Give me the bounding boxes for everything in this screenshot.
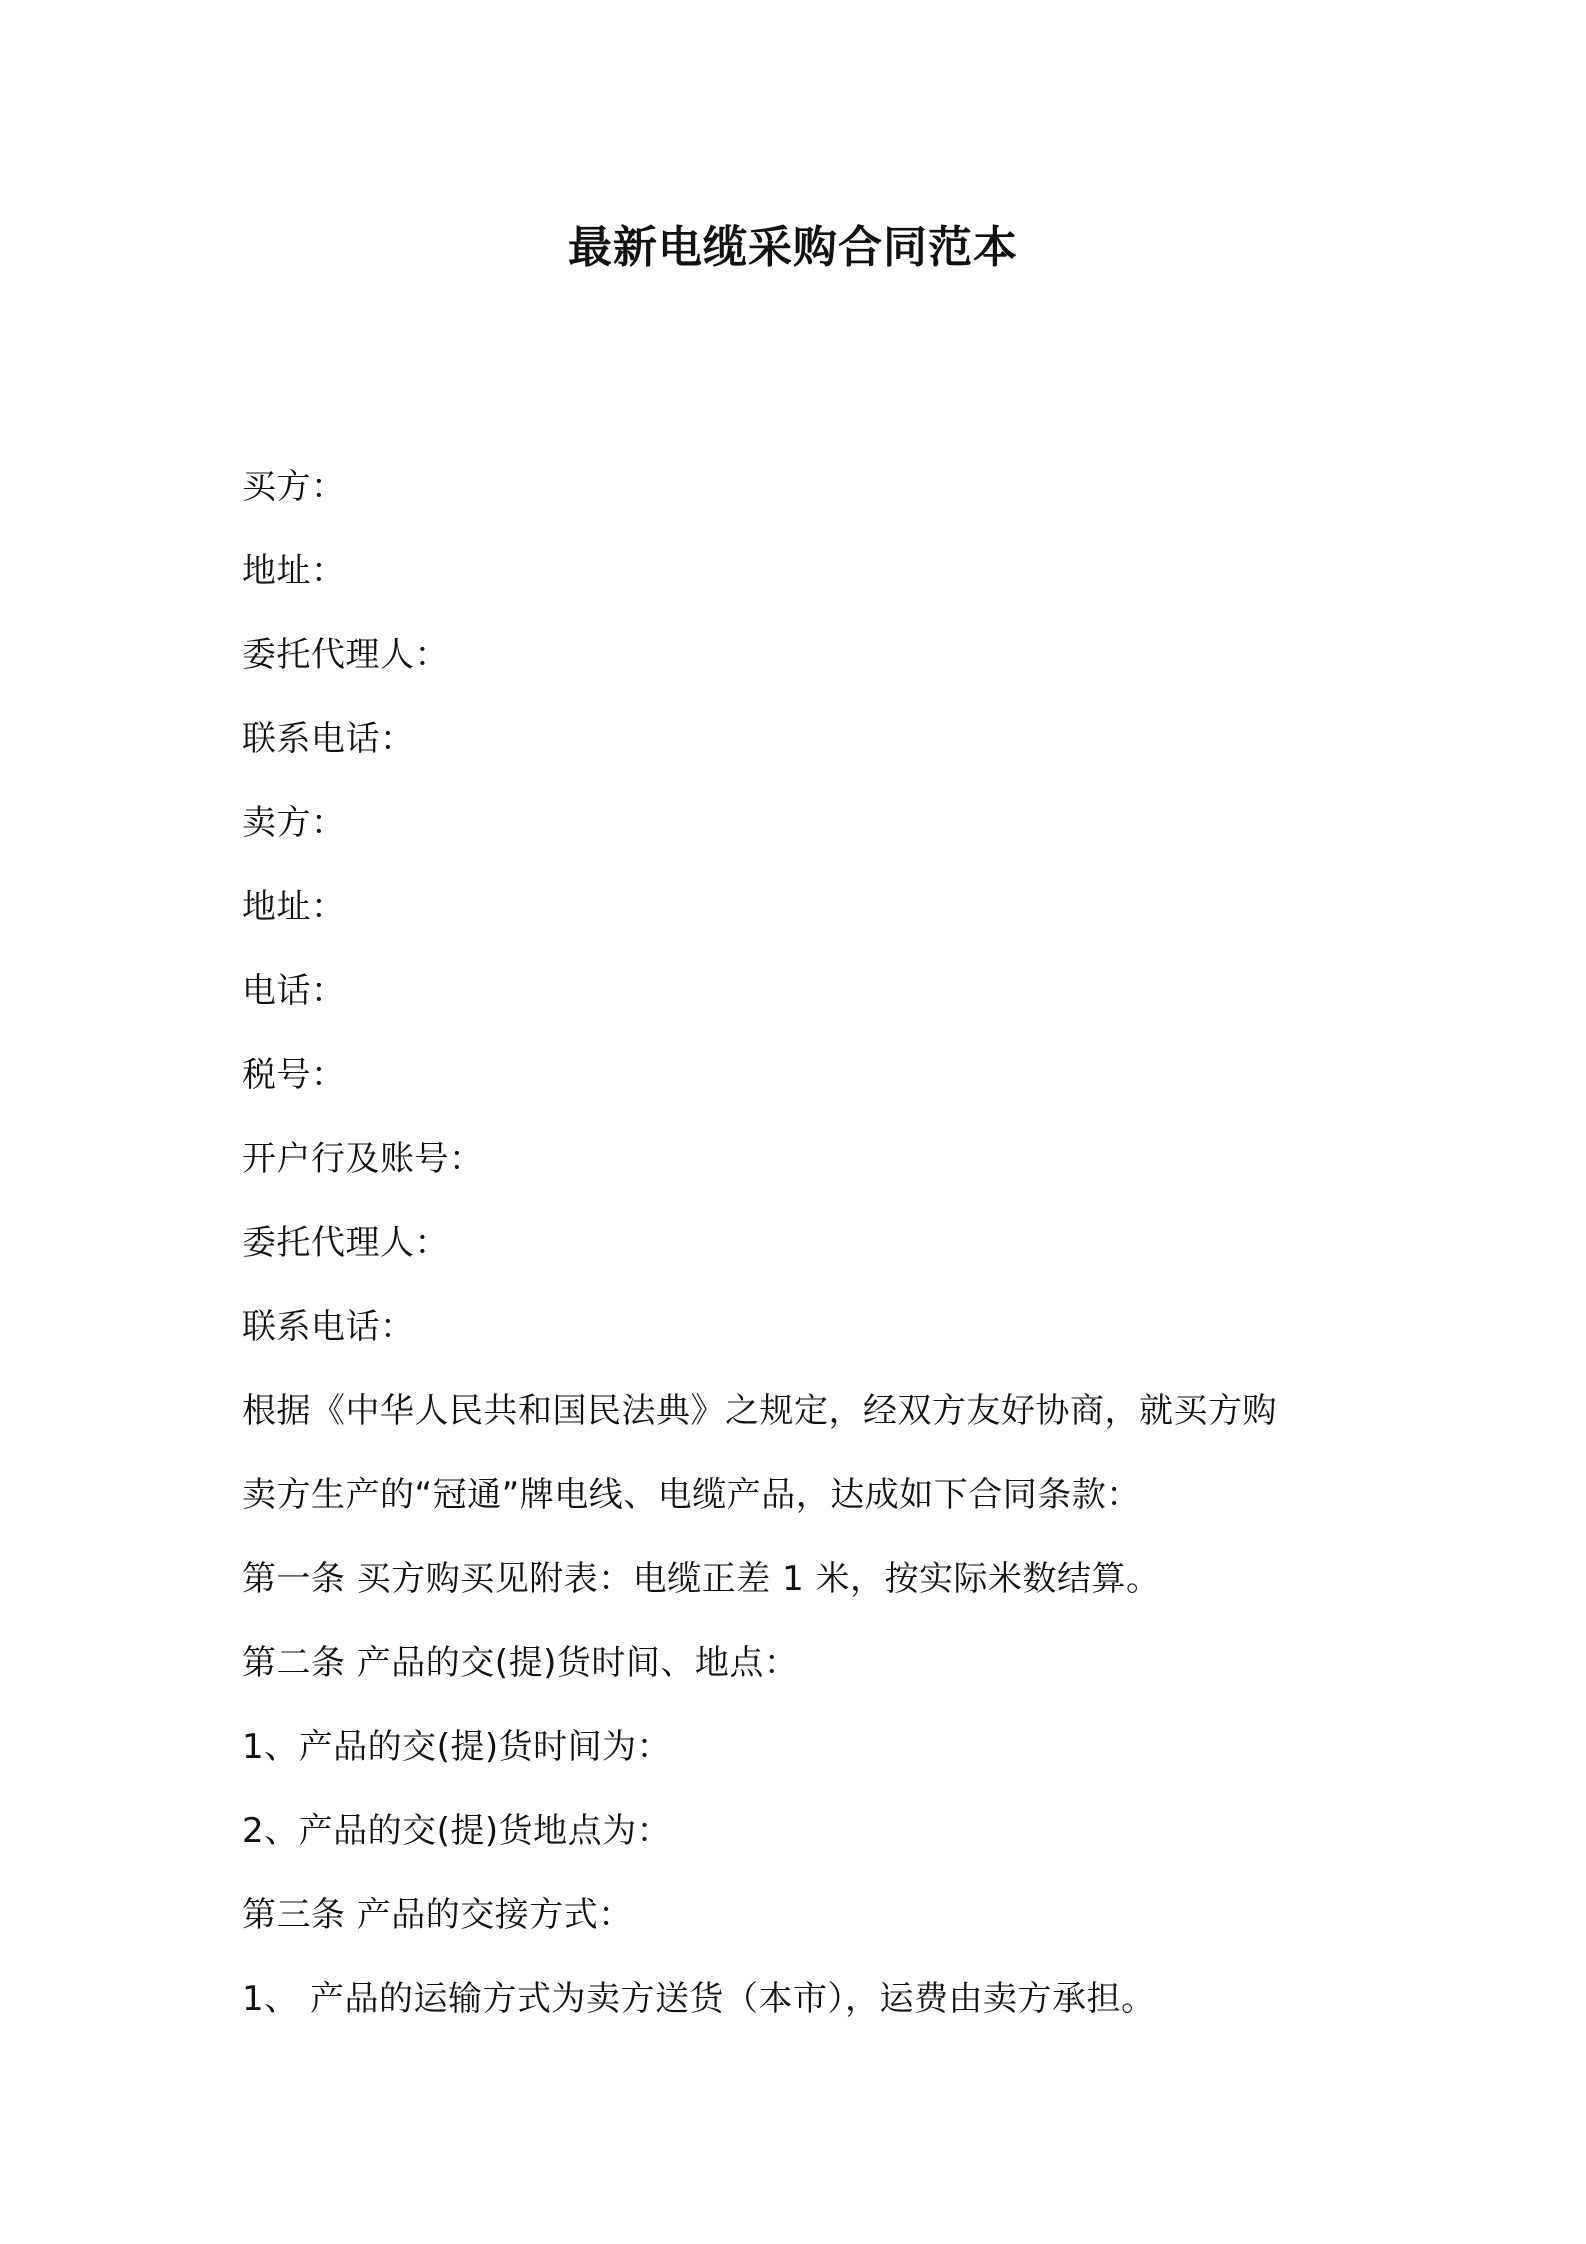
tax-number-line: 税号： (242, 1055, 346, 1095)
preamble-line-1: 根据《中华人民共和国民法典》之规定，经双方友好协商，就买方购 (242, 1391, 1277, 1431)
buyer-line: 买方： (242, 467, 346, 507)
article-2-heading: 第二条 产品的交(提)货时间、地点： (242, 1643, 799, 1683)
article-1-line: 第一条 买方购买见附表：电缆正差 1 米，按实际米数结算。 (242, 1559, 1161, 1599)
document-title: 最新电缆采购合同范本 (568, 222, 1018, 273)
buyer-agent-line: 委托代理人： (242, 635, 449, 675)
seller-line: 卖方： (242, 803, 346, 843)
seller-contact-phone-line: 联系电话： (242, 1307, 415, 1347)
bank-account-line: 开户行及账号： (242, 1139, 484, 1179)
article-3-heading: 第三条 产品的交接方式： (242, 1895, 633, 1935)
seller-address-line: 地址： (242, 887, 346, 927)
article-3-item-1: 1、 产品的运输方式为卖方送货（本市），运费由卖方承担。 (242, 1979, 1156, 2019)
article-2-item-2: 2、产品的交(提)货地点为： (242, 1811, 672, 1851)
contract-body (242, 445, 1402, 2041)
buyer-phone-line: 联系电话： (242, 719, 415, 759)
seller-phone-line: 电话： (242, 971, 346, 1011)
buyer-address-line: 地址： (242, 551, 346, 591)
article-2-item-1: 1、产品的交(提)货时间为： (242, 1727, 672, 1767)
preamble-line-2: 卖方生产的“冠通”牌电线、电缆产品，达成如下合同条款： (242, 1475, 1141, 1515)
seller-agent-line: 委托代理人： (242, 1223, 449, 1263)
